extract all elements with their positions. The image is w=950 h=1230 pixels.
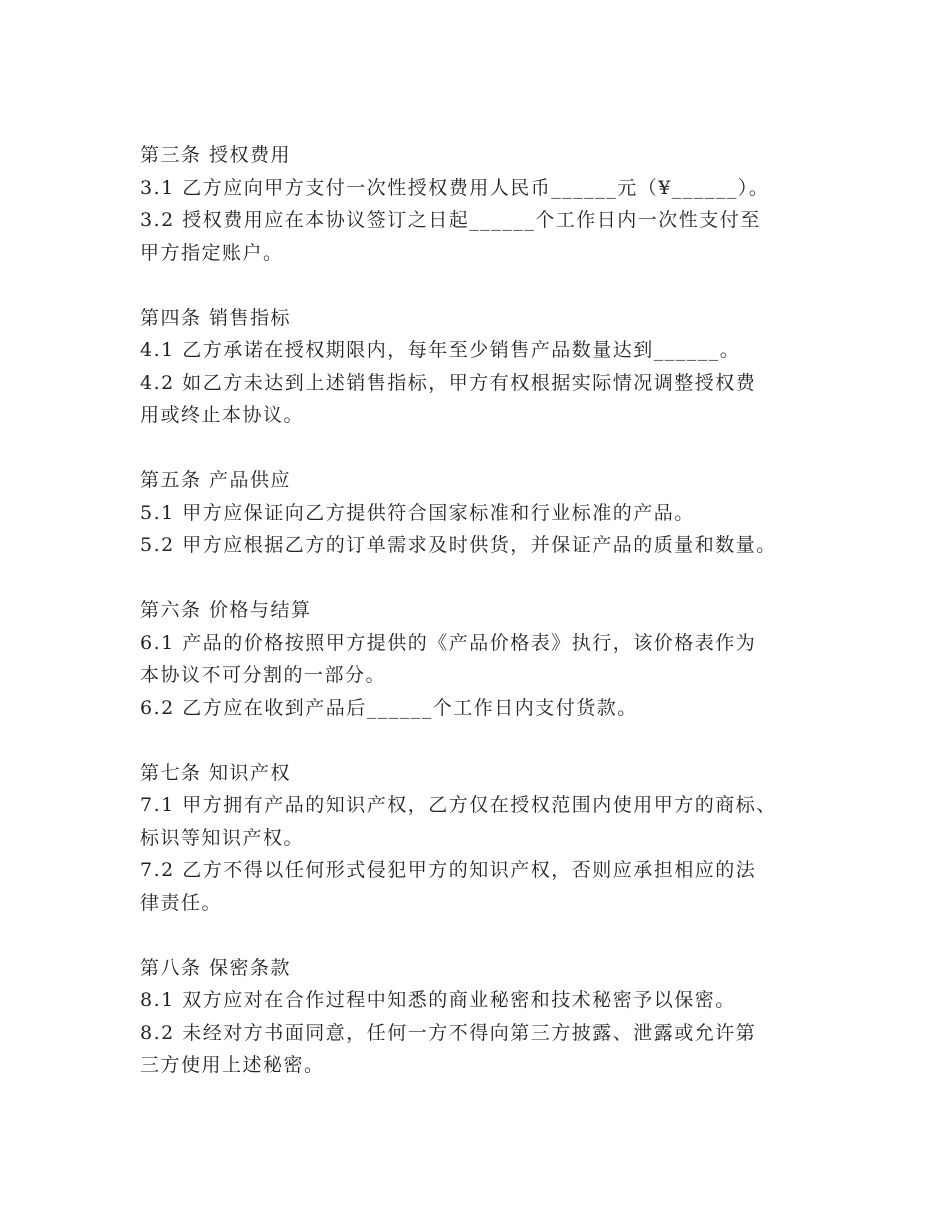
clause-line: 本协议不可分割的一部分。 bbox=[140, 664, 387, 686]
section-spacer bbox=[140, 432, 840, 465]
clause-line: 8.1 双方应对在合作过程中知悉的商业秘密和技术秘密予以保密。 bbox=[140, 989, 736, 1011]
clause-line: 4.1 乙方承诺在授权期限内，每年至少销售产品数量达到______。 bbox=[140, 339, 741, 361]
clause-line: 用或终止本协议。 bbox=[140, 404, 305, 426]
section-heading: 第五条 产品供应 bbox=[140, 469, 292, 491]
clause-line: 3.1 乙方应向甲方支付一次性授权费用人民币______元（¥______）。 bbox=[140, 176, 770, 199]
clause-line: 标识等知识产权。 bbox=[140, 826, 305, 849]
clause-line: 6.1 产品的价格按照甲方提供的《产品价格表》执行，该价格表作为 bbox=[140, 631, 757, 654]
clause-line: 5.1 甲方应保证向乙方提供符合国家标准和行业标准的产品。 bbox=[140, 501, 695, 524]
clause-line: 7.1 甲方拥有产品的知识产权，乙方仅在授权范围内使用甲方的商标、 bbox=[140, 794, 777, 816]
contract-page bbox=[140, 139, 840, 1082]
clause-line: 7.2 乙方不得以任何形式侵犯甲方的知识产权，否则应承担相应的法 bbox=[140, 859, 757, 881]
section-spacer bbox=[140, 562, 840, 595]
section-4 bbox=[140, 302, 840, 432]
section-heading: 第八条 保密条款 bbox=[140, 956, 292, 979]
section-heading: 第四条 销售指标 bbox=[140, 306, 292, 329]
section-5 bbox=[140, 464, 840, 562]
clause-line: 三方使用上述秘密。 bbox=[140, 1054, 325, 1076]
section-spacer bbox=[140, 724, 840, 757]
section-heading: 第七条 知识产权 bbox=[140, 761, 292, 784]
section-heading: 第三条 授权费用 bbox=[140, 144, 292, 166]
section-8 bbox=[140, 952, 840, 1082]
clause-line: 3.2 授权费用应在本协议签订之日起______个工作日内一次性支付至 bbox=[140, 209, 761, 231]
section-6 bbox=[140, 594, 840, 724]
section-3 bbox=[140, 139, 840, 269]
section-spacer bbox=[140, 919, 840, 952]
clause-line: 8.2 未经对方书面同意，任何一方不得向第三方披露、泄露或允许第 bbox=[140, 1021, 757, 1044]
clause-line: 甲方指定账户。 bbox=[140, 241, 284, 264]
clause-line: 6.2 乙方应在收到产品后______个工作日内支付货款。 bbox=[140, 696, 638, 719]
section-spacer bbox=[140, 269, 840, 302]
section-7 bbox=[140, 757, 840, 920]
clause-line: 4.2 如乙方未达到上述销售指标，甲方有权根据实际情况调整授权费 bbox=[140, 371, 757, 394]
section-heading: 第六条 价格与结算 bbox=[140, 599, 312, 621]
clause-line: 律责任。 bbox=[140, 891, 223, 914]
clause-line: 5.2 甲方应根据乙方的订单需求及时供货，并保证产品的质量和数量。 bbox=[140, 534, 777, 556]
